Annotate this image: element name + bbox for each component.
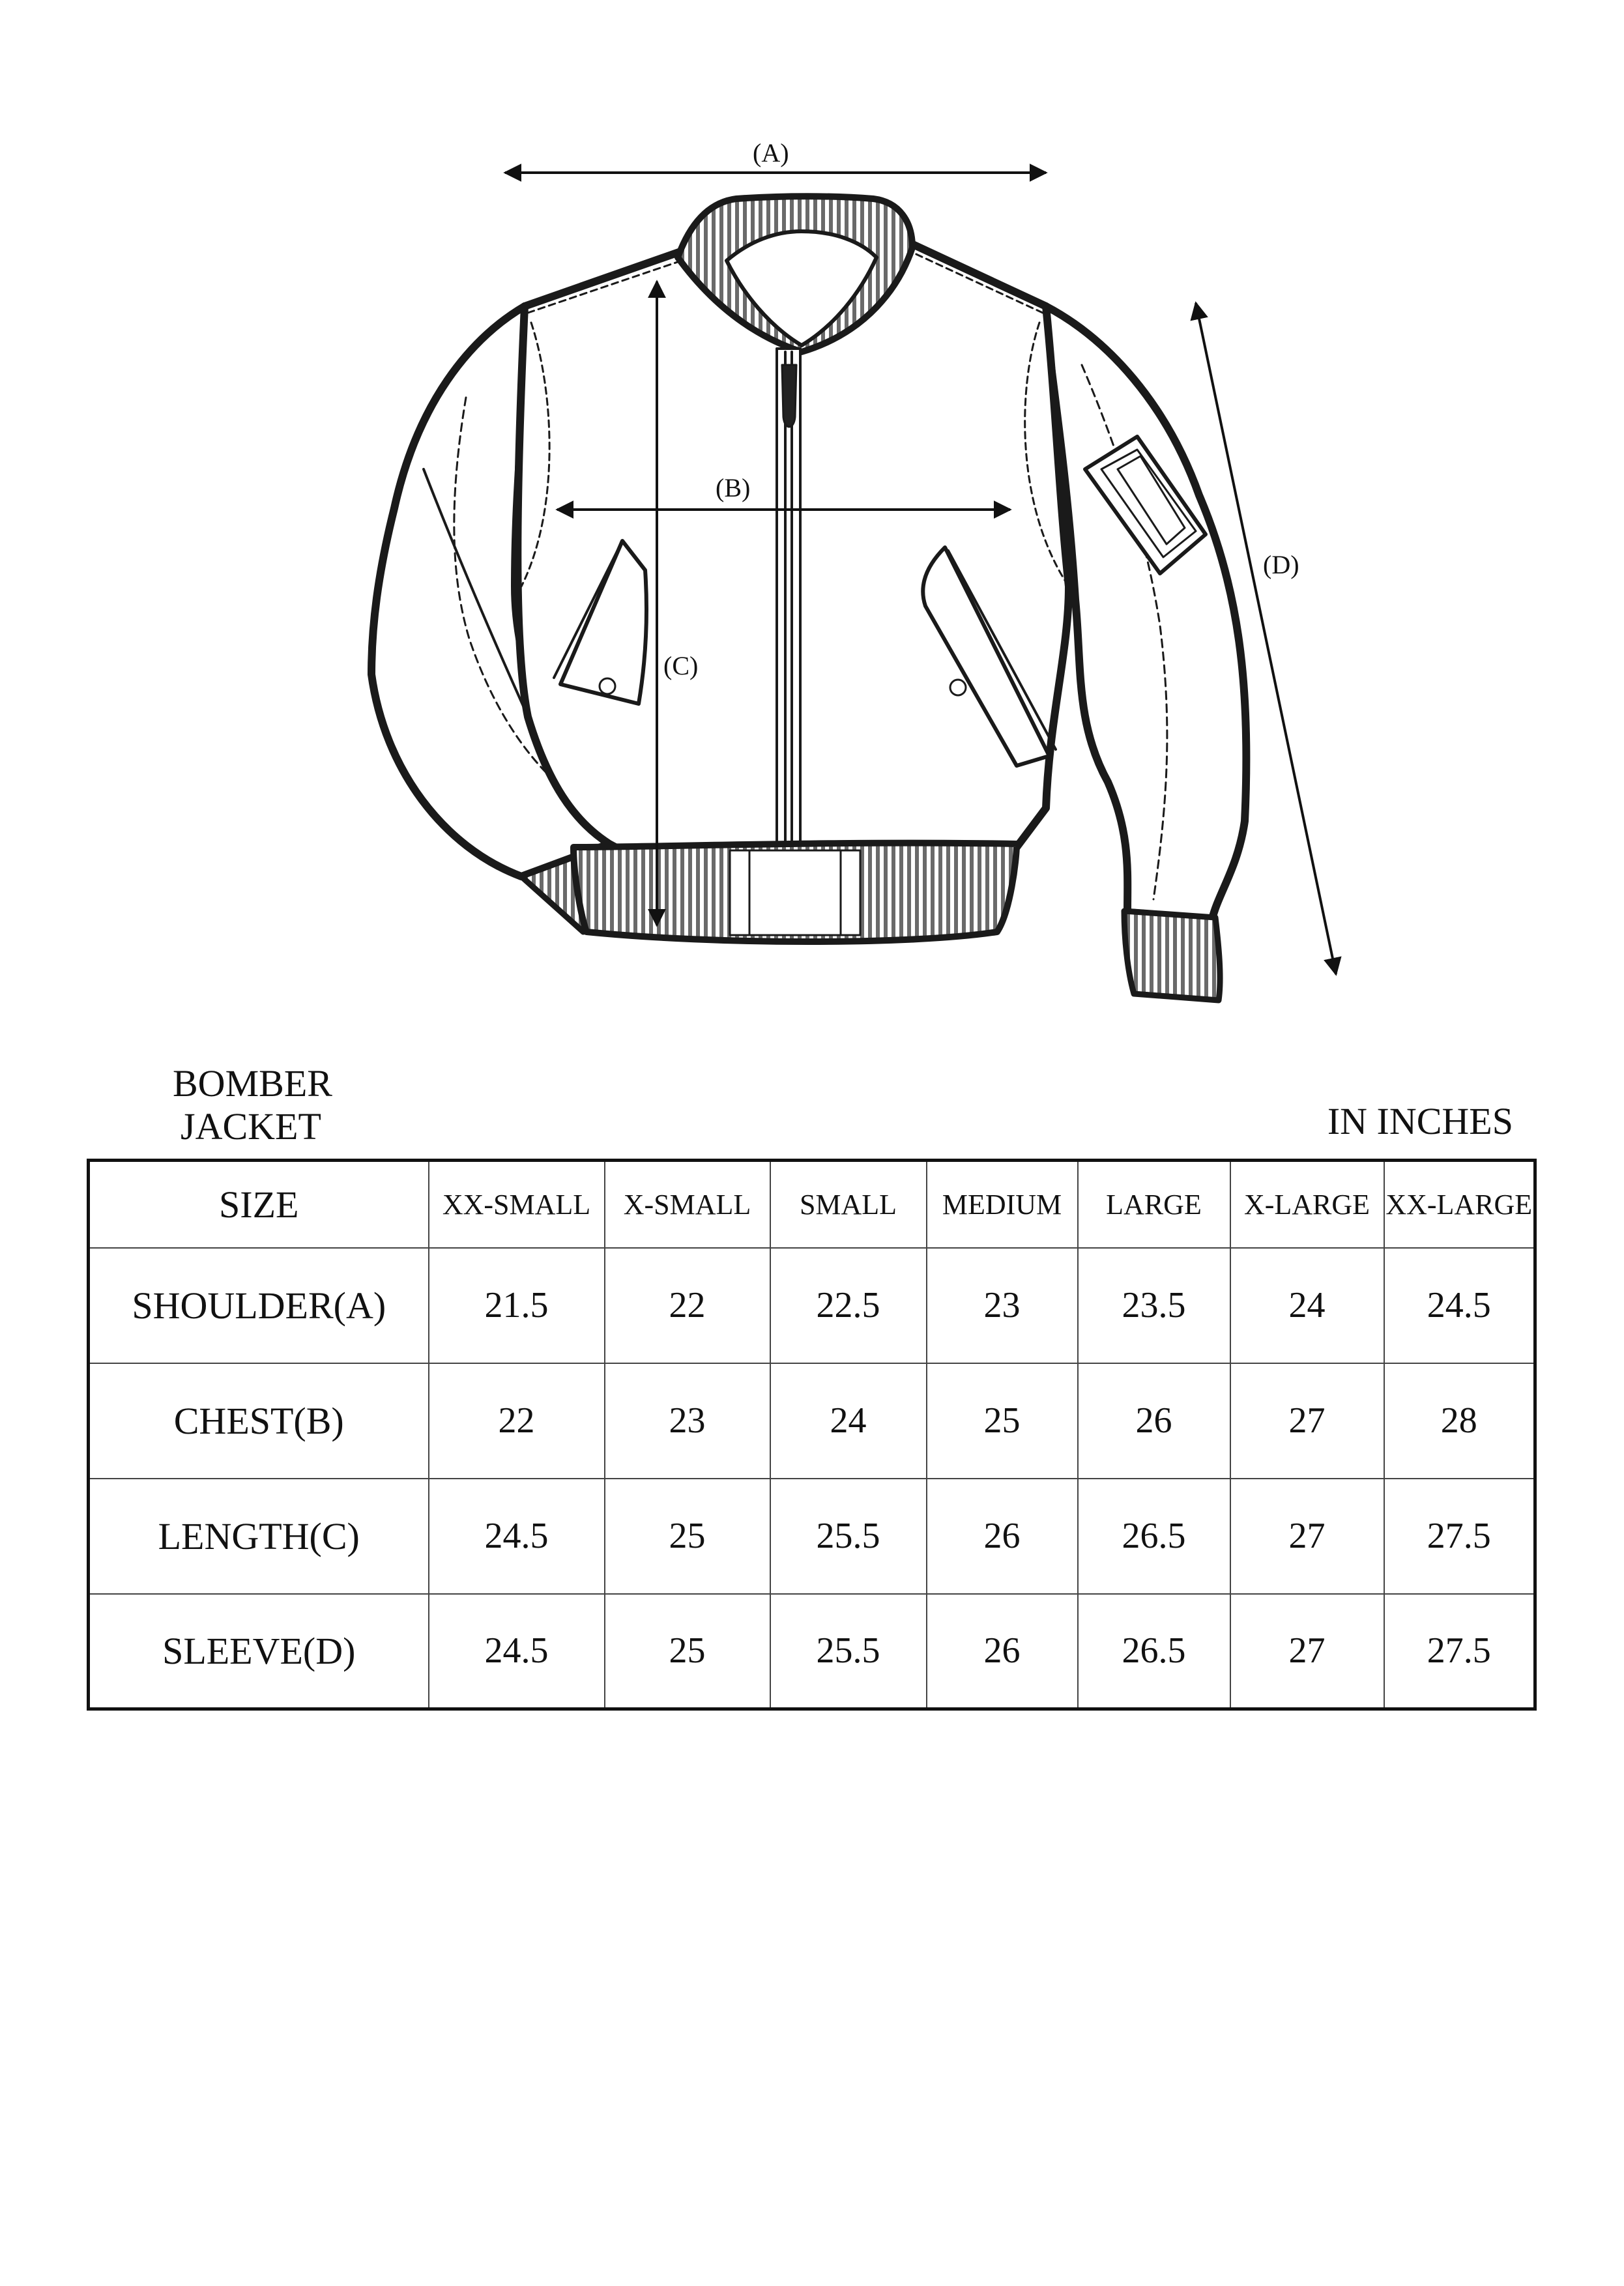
units-label: IN INCHES — [1327, 1100, 1513, 1142]
table-cell: 26.5 — [1078, 1479, 1230, 1594]
size-column-header: XX-SMALL — [429, 1161, 605, 1248]
zipper-pull — [782, 365, 796, 427]
table-cell: 27.5 — [1384, 1594, 1535, 1709]
shoulder-label: (A) — [753, 138, 789, 167]
sleeve-label: (D) — [1263, 550, 1299, 579]
row-label: CHEST(B) — [89, 1363, 429, 1479]
size-column-header: XX-LARGE — [1384, 1161, 1535, 1248]
size-column-header: X-LARGE — [1230, 1161, 1384, 1248]
chest-label: (B) — [716, 473, 751, 502]
table-cell: 24.5 — [429, 1594, 605, 1709]
table-header-row — [89, 1161, 1535, 1248]
size-header: SIZE — [89, 1161, 429, 1248]
table-cell: 23 — [605, 1363, 770, 1479]
right-cuff — [1124, 911, 1220, 1000]
table-row-length — [89, 1479, 1535, 1594]
size-column-header: X-SMALL — [605, 1161, 770, 1248]
table-row-shoulder — [89, 1248, 1535, 1363]
product-title-line2: JACKET — [181, 1105, 321, 1148]
table-cell: 25 — [927, 1363, 1078, 1479]
table-cell: 28 — [1384, 1363, 1535, 1479]
length-label: (C) — [663, 651, 699, 680]
table-cell: 27 — [1230, 1594, 1384, 1709]
table-cell: 27 — [1230, 1479, 1384, 1594]
table-cell: 26 — [1078, 1363, 1230, 1479]
product-title-line1: BOMBER — [173, 1062, 332, 1105]
size-column-header: MEDIUM — [927, 1161, 1078, 1248]
table-cell: 23.5 — [1078, 1248, 1230, 1363]
row-label: SHOULDER(A) — [89, 1248, 429, 1363]
size-column-header: LARGE — [1078, 1161, 1230, 1248]
row-label: LENGTH(C) — [89, 1479, 429, 1594]
table-cell: 24.5 — [1384, 1248, 1535, 1363]
table-cell: 26 — [927, 1594, 1078, 1709]
table-cell: 25.5 — [770, 1479, 927, 1594]
jacket-diagram — [0, 0, 1624, 1043]
table-row-sleeve — [89, 1594, 1535, 1709]
product-title — [173, 1062, 332, 1148]
table-cell: 22 — [605, 1248, 770, 1363]
table-cell: 22 — [429, 1363, 605, 1479]
jacket-drawing — [371, 196, 1246, 1000]
table-row-chest — [89, 1363, 1535, 1479]
table-cell: 25 — [605, 1479, 770, 1594]
table-cell: 26 — [927, 1479, 1078, 1594]
table-cell: 21.5 — [429, 1248, 605, 1363]
table-cell: 25.5 — [770, 1594, 927, 1709]
table-cell: 26.5 — [1078, 1594, 1230, 1709]
table-cell: 25 — [605, 1594, 770, 1709]
table-cell: 27.5 — [1384, 1479, 1535, 1594]
table-cell: 24.5 — [429, 1479, 605, 1594]
size-column-header: SMALL — [770, 1161, 927, 1248]
table-cell: 23 — [927, 1248, 1078, 1363]
size-chart-table — [87, 1159, 1537, 1711]
table-cell: 24 — [770, 1363, 927, 1479]
row-label: SLEEVE(D) — [89, 1594, 429, 1709]
table-cell: 22.5 — [770, 1248, 927, 1363]
table-cell: 24 — [1230, 1248, 1384, 1363]
table-cell: 27 — [1230, 1363, 1384, 1479]
